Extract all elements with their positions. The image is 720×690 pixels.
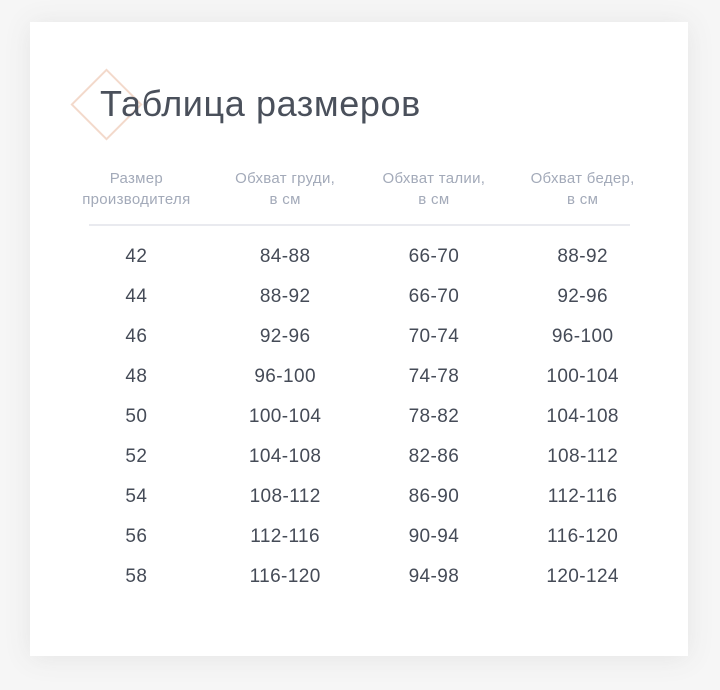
table-cell: 104-108 — [546, 406, 619, 427]
column-header-size — [62, 168, 211, 210]
table-cell: 116-120 — [249, 566, 321, 587]
table-cell: 86-90 — [408, 486, 460, 507]
column-header-chest — [211, 168, 360, 210]
table-row — [62, 517, 657, 557]
title-area — [30, 22, 688, 152]
column-header-line: в см — [418, 191, 450, 208]
table-cell: 90-94 — [408, 526, 460, 547]
table-row — [62, 237, 657, 277]
header-divider — [89, 224, 630, 226]
table-cell: 84-88 — [259, 246, 311, 267]
table-cell: 100-104 — [248, 406, 322, 427]
table-cell: 48 — [125, 366, 148, 387]
table-cell: 78-82 — [408, 406, 460, 427]
table-row — [62, 277, 657, 317]
table-row — [62, 437, 657, 477]
table-cell: 96-100 — [551, 326, 614, 347]
table-cell: 58 — [125, 566, 148, 587]
table-cell: 112-116 — [250, 526, 320, 547]
table-cell: 116-120 — [547, 526, 619, 547]
column-header-line: Обхват бедер, — [530, 170, 635, 187]
table-row — [62, 397, 657, 437]
table-cell: 94-98 — [408, 566, 460, 587]
column-header-line: производителя — [82, 191, 191, 208]
table-cell: 92-96 — [259, 326, 311, 347]
table-cell: 44 — [125, 286, 148, 307]
table-cell: 88-92 — [259, 286, 311, 307]
table-row — [62, 477, 657, 517]
table-cell: 82-86 — [408, 446, 460, 467]
table-cell: 50 — [125, 406, 148, 427]
page-title: Таблица размеров — [100, 83, 421, 124]
column-header-line: Обхват талии, — [382, 170, 486, 187]
table-cell: 66-70 — [408, 246, 460, 267]
column-header-waist — [360, 168, 509, 210]
table-cell: 112-116 — [547, 486, 618, 507]
table-cell: 42 — [125, 246, 148, 267]
table-cell: 66-70 — [408, 286, 460, 307]
size-chart-card — [30, 22, 688, 656]
column-header-line: в см — [269, 191, 301, 208]
table-body — [62, 237, 657, 597]
column-header-line: в см — [567, 191, 599, 208]
table-cell: 52 — [125, 446, 148, 467]
table-cell: 104-108 — [248, 446, 322, 467]
table-row — [62, 557, 657, 597]
table-cell: 54 — [125, 486, 148, 507]
table-cell: 56 — [125, 526, 148, 547]
table-cell: 108-112 — [547, 446, 619, 467]
table-cell: 92-96 — [557, 286, 608, 307]
table-cell: 120-124 — [546, 566, 619, 587]
table-cell: 100-104 — [546, 366, 619, 387]
table-cell: 108-112 — [249, 486, 321, 507]
table-cell: 46 — [125, 326, 148, 347]
column-header-line: Размер — [109, 170, 164, 187]
table-cell: 96-100 — [254, 366, 316, 387]
table-cell: 88-92 — [557, 246, 608, 267]
table-row — [62, 357, 657, 397]
table-header-row — [62, 168, 657, 210]
table-row — [62, 317, 657, 357]
column-header-line: Обхват груди, — [235, 170, 336, 187]
table-cell: 70-74 — [408, 326, 460, 347]
column-header-hips — [508, 168, 657, 210]
table-cell: 74-78 — [408, 366, 460, 387]
size-table — [62, 168, 657, 597]
